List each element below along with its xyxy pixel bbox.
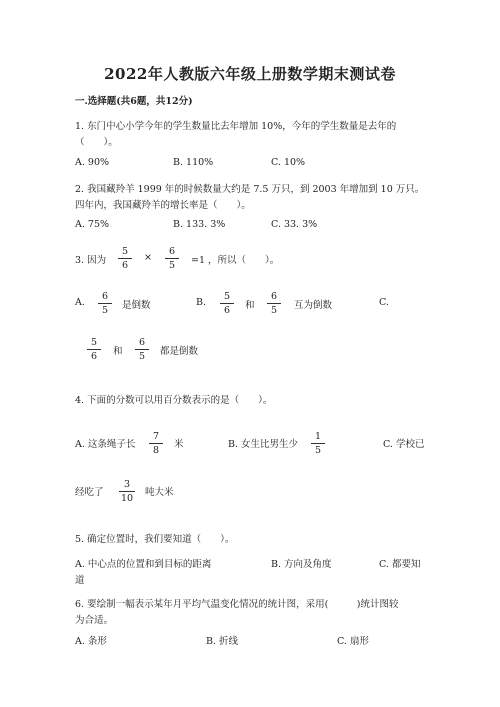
q5-stem: 5. 确定位置时，我们要知道（ ）。: [75, 534, 235, 545]
q3-option-b-fraction-2: $\frac{6}{5}$: [267, 291, 281, 316]
q1-option-c: C. 10%: [271, 157, 306, 168]
q4-option-a-unit: 米: [174, 439, 184, 450]
q3-suffix: =1 ，所以（ ）。: [191, 255, 280, 266]
q1-stem-line1: 1. 东门中心小学今年的学生数量比去年增加 10%，今年的学生数量是去年的: [75, 121, 397, 132]
q2-option-a: A. 75%: [75, 219, 110, 230]
q2-option-c: C. 33. 3%: [271, 219, 318, 230]
q1-option-b: B. 110%: [173, 157, 214, 168]
q4-option-c-fraction: $\frac{3}{10}$: [120, 479, 134, 504]
q2-option-b: B. 133. 3%: [173, 219, 226, 230]
q4-option-c-unit: 吨大米: [145, 487, 174, 498]
q4-stem: 4. 下面的分数可以用百分数表示的是（ ）。: [75, 395, 273, 406]
q3-option-b-and: 和: [245, 300, 255, 311]
q4-option-c-text: C. 学校已: [383, 439, 425, 450]
q4-option-c-continuation: 经吃了: [75, 487, 104, 498]
q3-option-b-label: B.: [196, 297, 207, 308]
q1-stem-line2: （ ）。: [75, 137, 118, 148]
q4-option-a-text: A. 这条绳子长: [75, 439, 136, 450]
q5-option-c-continuation: 道: [75, 575, 85, 586]
q3-option-a-label: A.: [75, 297, 85, 308]
q3-fraction-1: $\frac{5}{6}$: [118, 246, 132, 271]
section-heading: 一.选择题(共6题，共12分): [75, 96, 193, 107]
q3-option-c-fraction-1: $\frac{5}{6}$: [87, 337, 101, 362]
q4-option-b-fraction: $\frac{1}{5}$: [311, 431, 325, 456]
q2-stem-line1: 2. 我国藏羚羊 1999 年的时候数量大约是 7.5 万只，到 2003 年增加到 10 万只。: [75, 184, 425, 195]
q6-option-c: C. 扇形: [337, 636, 369, 647]
q3-option-a-text: 是倒数: [122, 300, 151, 311]
q4-option-b-text: B. 女生比男生少: [228, 439, 299, 450]
q3-times-sign: ×: [144, 252, 152, 263]
q3-option-b-text: 互为倒数: [294, 300, 333, 311]
q5-option-b: B. 方向及角度: [271, 559, 332, 570]
q3-prefix: 3. 因为: [75, 255, 107, 266]
q2-stem-line2: 四年内，我国藏羚羊的增长率是（ ）。: [75, 200, 251, 211]
q4-option-a-fraction: $\frac{7}{8}$: [149, 431, 163, 456]
q6-option-b: B. 折线: [206, 636, 239, 647]
q6-option-a: A. 条形: [75, 636, 107, 647]
q3-option-c-fraction-2: $\frac{6}{5}$: [135, 337, 149, 362]
q3-option-a-fraction: $\frac{6}{5}$: [98, 291, 112, 316]
q1-option-a: A. 90%: [75, 157, 110, 168]
q5-option-a: A. 中心点的位置和到目标的距离: [75, 559, 212, 570]
q3-fraction-2: $\frac{6}{5}$: [165, 246, 179, 271]
q3-option-c-label: C.: [379, 297, 389, 308]
page-title: 2022年人教版六年级上册数学期末测试卷: [104, 65, 396, 83]
q5-option-c: C. 都要知: [379, 559, 421, 570]
q6-stem-line1: 6. 要绘制一幅表示某年月平均气温变化情况的统计图，采用( )统计图较: [75, 599, 399, 610]
q6-stem-line2: 为合适。: [75, 615, 114, 626]
q3-option-c-and: 和: [113, 346, 123, 357]
q3-option-c-text: 都是倒数: [160, 346, 199, 357]
q3-option-b-fraction-1: $\frac{5}{6}$: [220, 291, 234, 316]
